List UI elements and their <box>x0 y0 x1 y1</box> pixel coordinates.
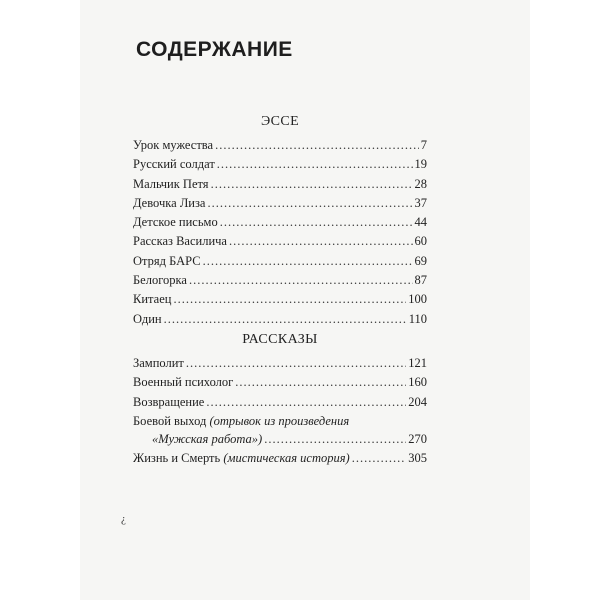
leader-dots <box>211 175 413 194</box>
toc-entry-title: Китаец <box>133 292 172 307</box>
leader-dots <box>207 194 412 213</box>
toc-entry-title: Девочка Лиза <box>133 195 206 210</box>
toc-entry-page: 100 <box>408 292 427 307</box>
toc-entry <box>133 310 427 329</box>
toc-entry-page: 28 <box>414 176 427 191</box>
toc-entry-page: 44 <box>414 215 427 230</box>
toc-entry-page: 7 <box>420 138 427 152</box>
toc-entry <box>133 354 427 373</box>
toc-entry-page: 305 <box>408 451 427 466</box>
toc-entry <box>133 449 427 468</box>
leader-dots <box>220 213 413 232</box>
toc-entry <box>133 373 427 392</box>
leader-dots <box>217 155 413 174</box>
toc-entry <box>133 194 427 213</box>
toc-entry <box>133 412 427 430</box>
leader-dots <box>352 449 407 468</box>
section-heading-stories: РАССКАЗЫ <box>242 332 318 347</box>
toc-entry-continuation <box>133 430 427 449</box>
leader-dots <box>206 393 406 412</box>
toc-entry-title: Военный психолог <box>133 375 234 390</box>
toc-entry-title: Мальчик Петя <box>133 176 209 191</box>
toc-entry-title: Белогорка <box>133 273 187 288</box>
toc-entry-title <box>133 412 349 430</box>
toc-entry <box>133 271 427 290</box>
toc-entry <box>133 232 427 251</box>
page-title: СОДЕРЖАНИЕ <box>136 38 293 61</box>
leader-dots <box>173 290 406 309</box>
toc-entry-page: 204 <box>408 394 427 409</box>
toc-list-stories <box>133 354 427 468</box>
toc-entry-title-main: Боевой выход <box>133 413 207 428</box>
leader-dots <box>203 252 413 271</box>
toc-entry-title: Отряд БАРС <box>133 253 201 268</box>
toc-entry-title: Рассказ Василича <box>133 234 227 249</box>
toc-entry <box>133 393 427 412</box>
toc-list-essays <box>133 136 427 329</box>
leader-dots <box>235 373 406 392</box>
toc-entry-page: 121 <box>408 356 427 370</box>
toc-entry-title: Русский солдат <box>133 157 215 172</box>
toc-entry-title: Возвращение <box>133 394 205 409</box>
toc-entry-page: 37 <box>414 195 427 210</box>
leader-dots <box>164 310 407 329</box>
toc-entry <box>133 155 427 174</box>
margin-mark: ¿ <box>121 513 126 525</box>
section-heading-essays: ЭССЕ <box>260 114 300 129</box>
toc-entry-title: Замполит <box>133 356 184 370</box>
toc-entry-title: Детское письмо <box>133 215 218 230</box>
toc-entry-title: Один <box>133 311 162 326</box>
toc-entry <box>133 213 427 232</box>
leader-dots <box>264 430 406 449</box>
toc-entry-page: 110 <box>408 311 427 326</box>
toc-entry-page: 160 <box>408 375 427 390</box>
toc-entry-page: 60 <box>414 234 427 249</box>
toc-entry-title <box>133 449 350 468</box>
toc-entry-page: 87 <box>414 273 427 288</box>
toc-entry-subtitle: (отрывок из произведения <box>209 413 350 428</box>
toc-entry-page: 69 <box>414 253 427 268</box>
leader-dots <box>189 271 413 290</box>
toc-entry <box>133 290 427 309</box>
toc-entry-page: 19 <box>414 157 427 172</box>
toc-entry <box>133 252 427 271</box>
toc-entry <box>133 175 427 194</box>
toc-entry-subtitle: (мистическая история) <box>223 451 350 466</box>
leader-dots <box>229 232 413 251</box>
leader-dots <box>186 354 406 373</box>
leader-dots <box>215 136 419 155</box>
toc-entry <box>133 136 427 155</box>
toc-entry-title-main: Жизнь и Смерть <box>133 451 221 466</box>
toc-entry-title: Урок мужества <box>133 138 214 152</box>
toc-entry-subtitle: «Мужская работа») <box>152 431 263 446</box>
toc-entry-page: 270 <box>408 431 427 446</box>
